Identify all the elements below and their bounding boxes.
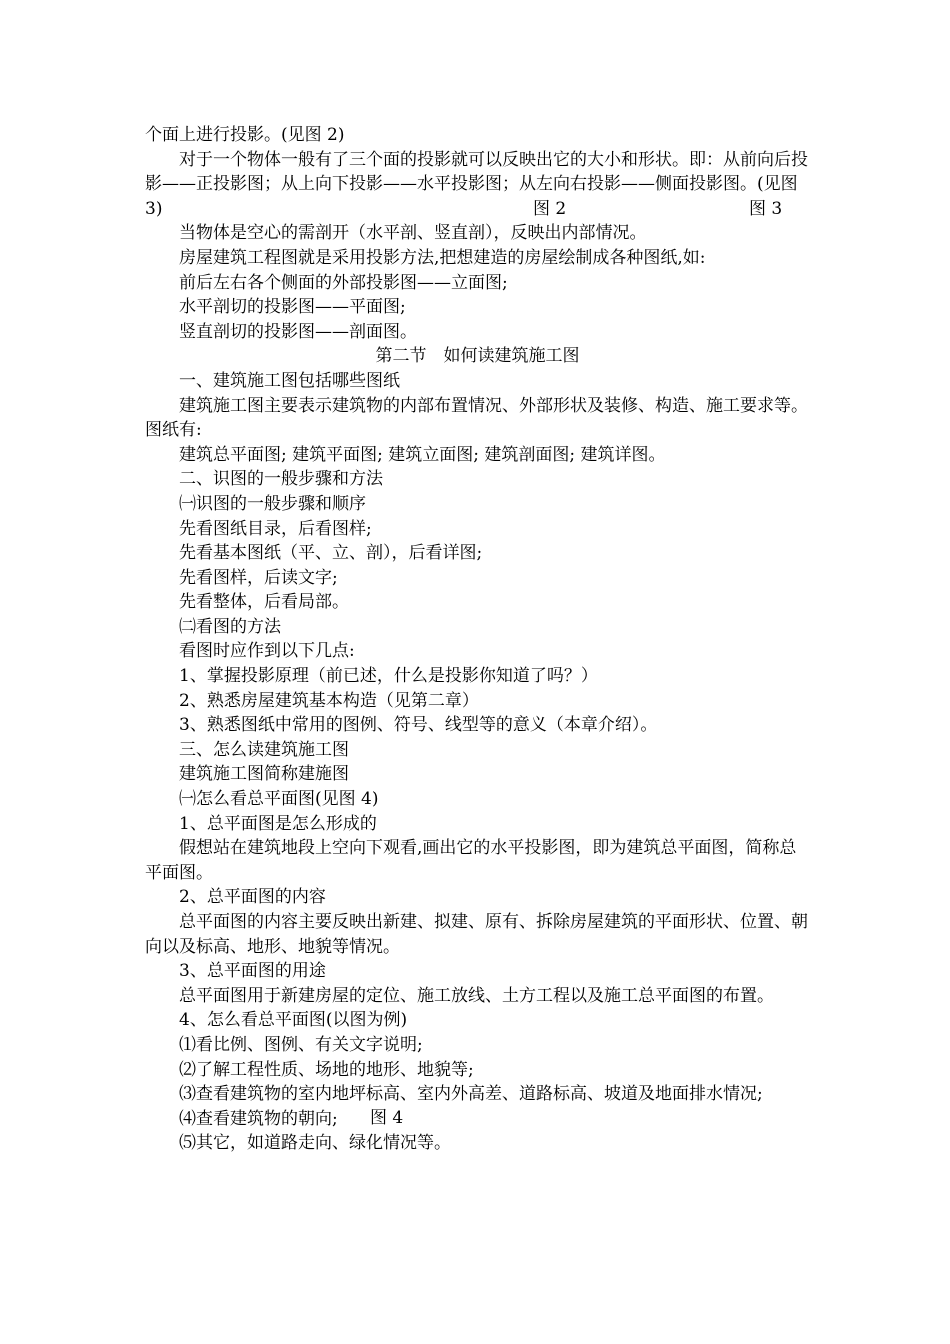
section-heading: 第二节 如何读建筑施工图 [375, 346, 580, 367]
paragraph: 总平面图的内容主要反映出新建、拟建、原有、拆除房屋建筑的平面形状、位置、朝向以及标高、地形、地貌等情况。 [145, 912, 808, 957]
paragraph: 当物体是空心的需剖开（水平剖、竖直剖），反映出内部情况。 [179, 223, 647, 244]
subheading: 二、识图的一般步骤和方法 [179, 469, 383, 490]
subheading: ㈠怎么看总平面图(见图 4) [179, 789, 379, 810]
list-item: 2、熟悉房屋建筑基本构造（见第二章） [179, 690, 479, 711]
subheading: 一、建筑施工图包括哪些图纸 [179, 370, 400, 391]
paragraph: 房屋建筑工程图就是采用投影方法,把想建造的房屋绘制成各种图纸,如: [179, 247, 706, 268]
paragraph: 建筑施工图简称建施图 [179, 764, 349, 785]
list-item: 1、掌握投影原理（前已述，什么是投影你知道了吗？） [179, 666, 598, 687]
list-item: ⑸其它，如道路走向、绿化情况等。 [179, 1133, 451, 1154]
paragraph: 看图时应作到以下几点: [179, 641, 355, 662]
paragraph: 总平面图用于新建房屋的定位、施工放线、土方工程以及施工总平面图的布置。 [179, 985, 774, 1006]
list-item: 先看基本图纸（平、立、剖），后看详图; [179, 543, 483, 564]
subheading: 1、总平面图是怎么形成的 [179, 813, 377, 834]
figure-label-4: 图 4 [370, 1108, 404, 1129]
list-item: 前后左右各个侧面的外部投影图——立面图; [179, 272, 508, 293]
paragraph: 建筑总平面图; 建筑平面图; 建筑立面图; 建筑剖面图; 建筑详图。 [179, 444, 666, 465]
subheading: ㈠识图的一般步骤和顺序 [179, 493, 366, 514]
subheading: 三、怎么读建筑施工图 [179, 739, 349, 760]
paragraph: 个面上进行投影。(见图 2) [145, 125, 345, 145]
subheading: 4、怎么看总平面图(以图为例) [179, 1010, 408, 1031]
list-item: 水平剖切的投影图——平面图; [179, 297, 406, 318]
subheading: ㈡看图的方法 [179, 616, 281, 637]
paragraph: 对于一个物体一般有了三个面的投影就可以反映出它的大小和形状。即：从前向后投影——正投影图；从上向下投影——水平投影图；从左向右投影——侧面投影图。(见图 3) [145, 149, 808, 219]
list-item: 竖直剖切的投影图——剖面图。 [179, 321, 417, 342]
paragraph: 假想站在建筑地段上空向下观看,画出它的水平投影图，即为建筑总平面图，简称总平面图。 [145, 838, 797, 883]
list-item: ⑶查看建筑物的室内地坪标高、室内外高差、道路标高、坡道及地面排水情况; [179, 1084, 763, 1105]
subheading: 2、总平面图的内容 [179, 887, 326, 908]
subheading: 3、总平面图的用途 [179, 961, 326, 982]
document-body [145, 123, 810, 1156]
paragraph-with-figure-labels [145, 148, 810, 222]
list-item: ⑵了解工程性质、场地的地形、地貌等; [179, 1059, 474, 1080]
figure-label-2: 图 2 [533, 198, 567, 219]
list-item: 先看整体，后看局部。 [179, 592, 349, 613]
paragraph: 建筑施工图主要表示建筑物的内部布置情况、外部形状及装修、构造、施工要求等。图纸有: [145, 395, 808, 441]
figure-label-3: 图 3 [749, 198, 783, 219]
list-item: 先看图纸目录，后看图样; [179, 518, 372, 539]
list-item: ⑴看比例、图例、有关文字说明; [179, 1034, 423, 1055]
list-item: ⑷查看建筑物的朝向; [179, 1108, 338, 1129]
list-item: 3、熟悉图纸中常用的图例、符号、线型等的意义（本章介绍）。 [179, 715, 658, 736]
list-item: 先看图样，后读文字; [179, 567, 338, 588]
